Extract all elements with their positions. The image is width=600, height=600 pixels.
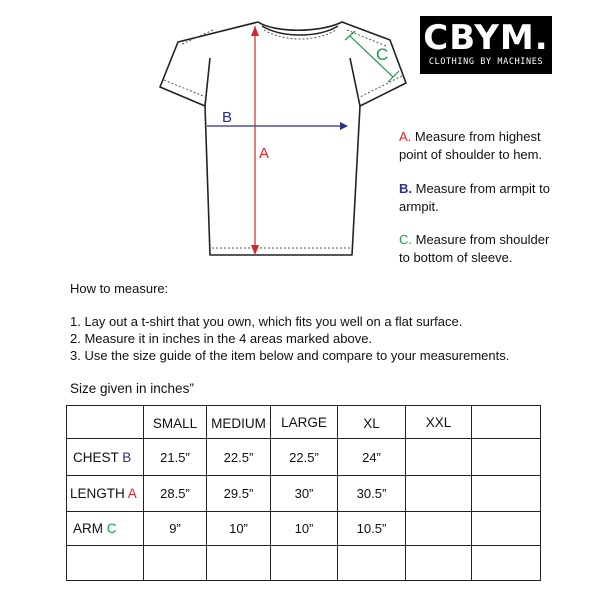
table-cell: 22.5” (207, 439, 271, 476)
table-cell (472, 439, 541, 476)
table-cell (144, 546, 207, 581)
table-row (67, 476, 541, 512)
instruction-b (399, 180, 589, 216)
brand-logo (420, 16, 552, 74)
brand-tagline: CLOTHING BY MACHINES (428, 57, 544, 67)
row-header (67, 546, 144, 581)
table-cell (472, 476, 541, 512)
tshirt-outline (160, 22, 406, 255)
instruction-key: A. (399, 129, 412, 144)
row-header: ARM C (67, 512, 144, 546)
table-cell (406, 512, 472, 546)
size-table (66, 405, 541, 581)
table-cell (472, 512, 541, 546)
table-cell (271, 546, 338, 581)
table-row (67, 512, 541, 546)
instruction-text: Measure from shoulder (412, 232, 550, 247)
table-cell: 9” (144, 512, 207, 546)
table-cell: 21.5” (144, 439, 207, 476)
instruction-text: armpit. (399, 199, 439, 214)
row-header: LENGTH A (67, 476, 144, 512)
table-cell: 28.5” (144, 476, 207, 512)
step-item: 3. Use the size guide of the item below and compare to your measurements. (70, 348, 510, 363)
table-cell: 10” (271, 512, 338, 546)
table-row (67, 439, 541, 476)
table-header-cell: LARGE (271, 406, 338, 439)
table-header-row (67, 406, 541, 439)
table-corner-cell (67, 406, 144, 439)
table-cell: 30” (271, 476, 338, 512)
table-cell: 30.5” (338, 476, 406, 512)
table-cell: 10.5” (338, 512, 406, 546)
table-cell (406, 476, 472, 512)
table-header-cell: XL (338, 406, 406, 439)
how-to-steps (70, 313, 509, 364)
instruction-a (399, 128, 589, 164)
table-cell (406, 546, 472, 581)
table-header-cell (472, 406, 541, 439)
instruction-text: Measure from armpit to (412, 181, 550, 196)
instruction-text: point of shoulder to hem. (399, 147, 543, 162)
instruction-c (399, 231, 589, 267)
instruction-key: B. (399, 181, 412, 196)
step-item: 2. Measure it in inches in the 4 areas marked above. (70, 331, 373, 346)
instruction-text: Measure from highest (411, 129, 541, 144)
table-row (67, 546, 541, 581)
instruction-key: C. (399, 232, 412, 247)
brand-name: CBYM. (423, 18, 549, 58)
table-cell: 22.5” (271, 439, 338, 476)
measure-a-arrow (251, 26, 259, 255)
table-cell: 10” (207, 512, 271, 546)
table-cell (406, 439, 472, 476)
table-cell: 29.5” (207, 476, 271, 512)
table-cell (338, 546, 406, 581)
table-header-cell: SMALL (144, 406, 207, 439)
label-b: B (222, 109, 233, 126)
label-a: A (259, 145, 270, 162)
instruction-text: to bottom of sleeve. (399, 250, 513, 265)
table-cell (207, 546, 271, 581)
row-header: CHEST B (67, 439, 144, 476)
size-table-caption: Size given in inches” (70, 381, 194, 396)
table-cell: 24” (338, 439, 406, 476)
table-header-cell: XXL (406, 406, 472, 439)
table-cell (472, 546, 541, 581)
label-c: C (376, 45, 389, 64)
table-header-cell: MEDIUM (207, 406, 271, 439)
how-to-title: How to measure: (70, 281, 169, 296)
step-item: 1. Lay out a t-shirt that you own, which fits you well on a flat surface. (70, 314, 463, 329)
